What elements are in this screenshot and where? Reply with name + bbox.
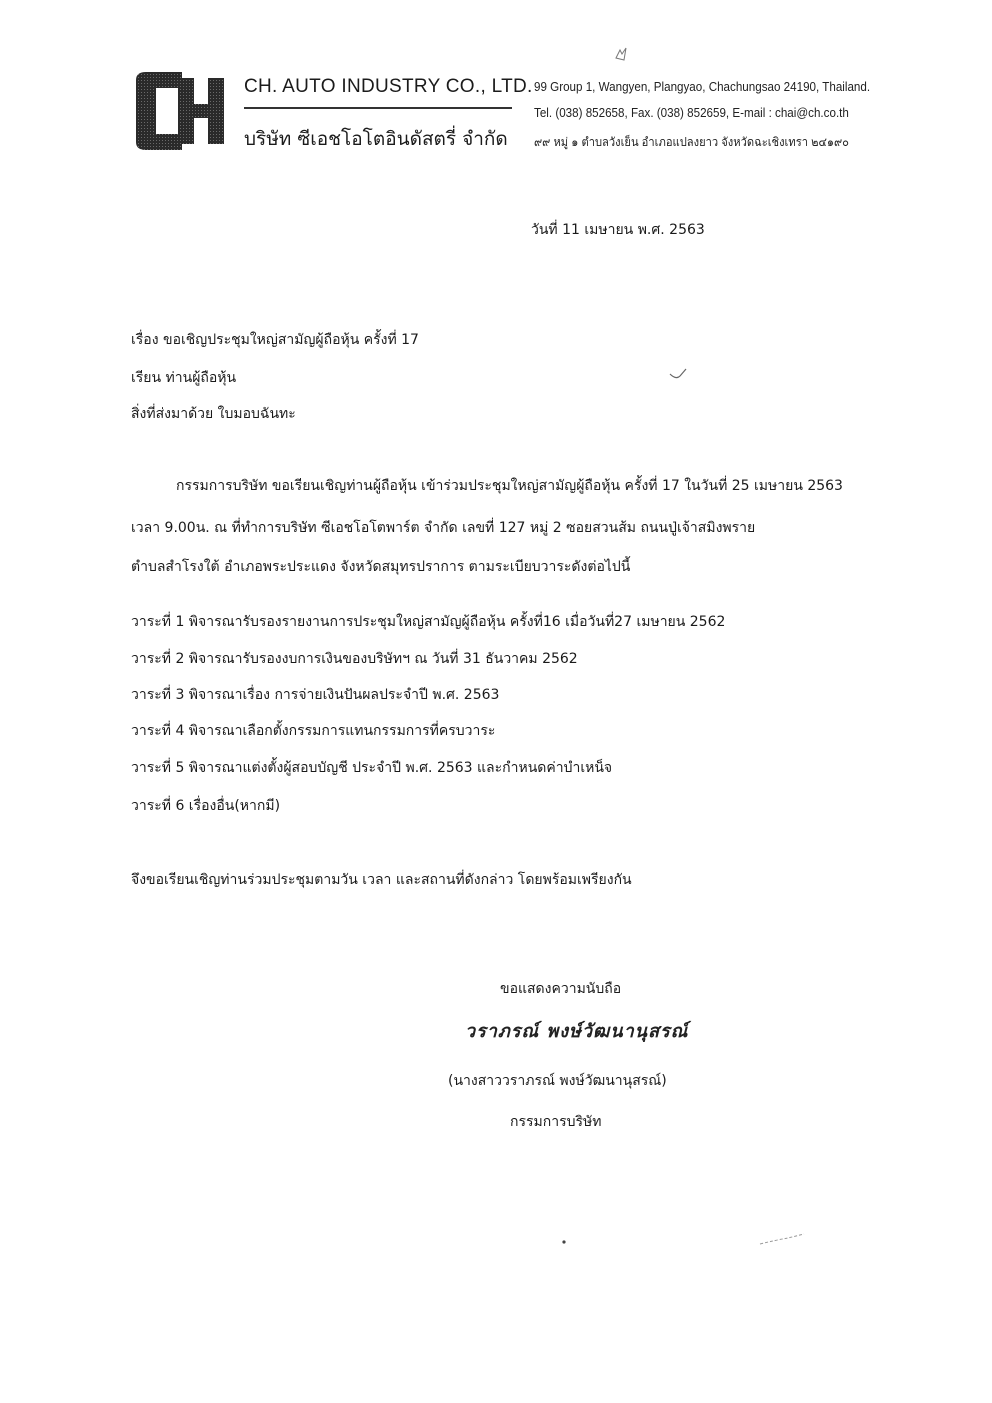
agenda-item: วาระที่ 1 พิจารณารับรองรายงานการประชุมใหญ่สามัญผู้ถือหุ้น ครั้งที่16 เมื่อวันที่27 เมษายน 2562 [131,614,726,630]
scan-speck [758,1232,808,1248]
ch-logo-mark [134,70,228,152]
body-line: เวลา 9.00น. ณ ที่ทำการบริษัท ซีเอชโอโตพาร์ต จำกัด เลขที่ 127 หมู่ 2 ซอยสวนส้ม ถนนปู่เจ้าสมิงพราย [131,520,756,536]
body-line: ตำบลสำโรงใต้ อำเภอพระประแดง จังหวัดสมุทรปราการ ตามระเบียบวาระดังต่อไปนี้ [131,559,631,575]
company-contact: Tel. (038) 852658, Fax. (038) 852659, E-mail : chai@ch.co.th [534,106,849,120]
company-address-th: ๙๙ หมู่ ๑ ตำบลวังเย็น อำเภอแปลงยาว จังหวัดฉะเชิงเทรา ๒๔๑๙๐ [534,135,849,149]
signer-name: (นางสาววราภรณ์ พงษ์วัฒนานุสรณ์) [448,1073,667,1089]
company-address-en: 99 Group 1, Wangyen, Plangyao, Chachungsao 24190, Thailand. [534,80,871,94]
letter-enclosure: สิ่งที่ส่งมาด้วย ใบมอบฉันทะ [131,406,296,422]
signature: วราภรณ์ พงษ์วัฒนานุสรณ์ [465,1021,689,1042]
scan-speck [668,366,690,382]
company-logo [134,70,228,152]
closing-invitation: จึงขอเรียนเชิญท่านร่วมประชุมตามวัน เวลา และสถานที่ดังกล่าว โดยพร้อมเพรียงกัน [131,872,632,888]
letter-subject: เรื่อง ขอเชิญประชุมใหญ่สามัญผู้ถือหุ้น ครั้งที่ 17 [131,332,419,348]
letter-salutation: เรียน ท่านผู้ถือหุ้น [131,370,237,386]
agenda-item: วาระที่ 3 พิจารณาเรื่อง การจ่ายเงินปันผลประจำปี พ.ศ. 2563 [131,687,500,703]
signer-title: กรรมการบริษัท [510,1114,602,1130]
company-name-en: CH. AUTO INDUSTRY CO., LTD. [244,76,533,97]
scan-speck [606,40,632,66]
scan-speck [560,1238,568,1246]
letterhead-divider [244,107,512,109]
closing-phrase: ขอแสดงความนับถือ [500,981,622,997]
company-name-th: บริษัท ซีเอชโอโตอินดัสตรี่ จำกัด [244,128,508,150]
agenda-item: วาระที่ 6 เรื่องอื่น(หากมี) [131,798,281,814]
agenda-item: วาระที่ 2 พิจารณารับรองงบการเงินของบริษัทฯ ณ วันที่ 31 ธันวาคม 2562 [131,651,578,667]
body-line: กรรมการบริษัท ขอเรียนเชิญท่านผู้ถือหุ้น เข้าร่วมประชุมใหญ่สามัญผู้ถือหุ้น ครั้งที่ 17 ในวันที่ 25 เมษายน 2563 [176,478,843,494]
agenda-item: วาระที่ 5 พิจารณาแต่งตั้งผู้สอบบัญชี ประจำปี พ.ศ. 2563 และกำหนดค่าบำเหน็จ [131,760,613,776]
agenda-item: วาระที่ 4 พิจารณาเลือกตั้งกรรมการแทนกรรมการที่ครบวาระ [131,723,496,739]
letter-date: วันที่ 11 เมษายน พ.ศ. 2563 [531,222,705,238]
